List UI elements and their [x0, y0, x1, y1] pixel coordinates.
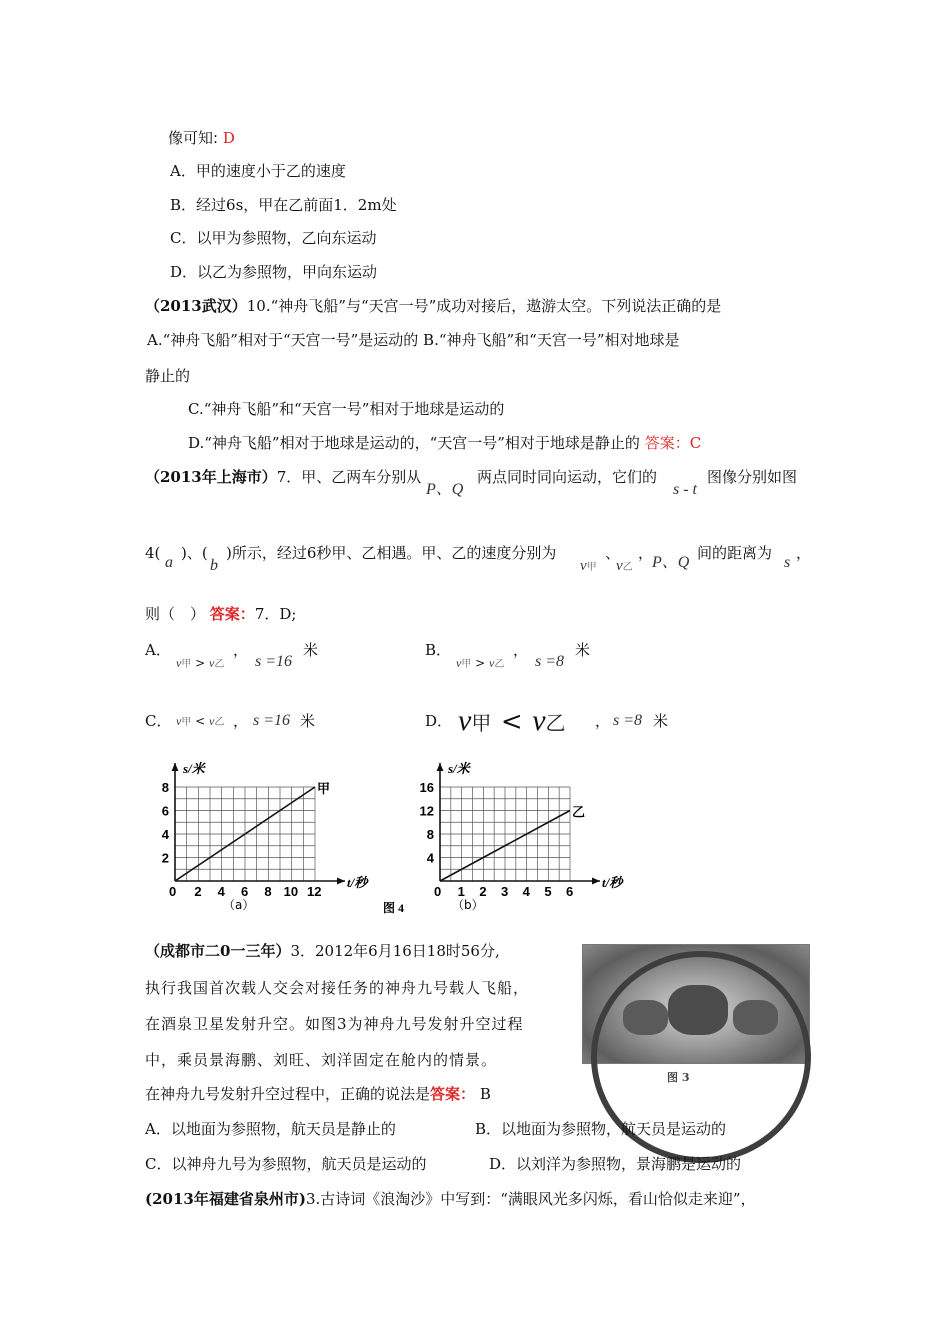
q7-opt-c-s: s =16 — [253, 712, 291, 729]
q3-text-1: 3．2012年6月16日18时56分, — [290, 942, 500, 960]
chart-title: （b） — [452, 898, 484, 912]
x-tick-label: 6 — [241, 884, 249, 899]
q7-opt-d-label: D． — [425, 712, 453, 730]
q9-stem: 像可知: — [168, 129, 219, 147]
y-axis-label: s/米 — [183, 761, 205, 776]
q10-stem-line — [145, 296, 721, 316]
q9-option-c: C．以甲为参照物，乙向东运动 — [170, 229, 377, 247]
q7-line2-a: 4( — [145, 544, 161, 562]
q10-option-b-cont: 静止的 — [145, 367, 191, 385]
q3-text-4: 中，乘员景海鹏、刘旺、刘洋固定在舱内的情景。 — [145, 1051, 498, 1069]
q7-opt-c-unit: 米 — [300, 712, 316, 730]
x-tick-label: 2 — [194, 884, 202, 899]
q7-comma2: ， — [796, 544, 812, 562]
x-axis-arrow — [592, 878, 600, 885]
x-tick-label: 12 — [307, 884, 322, 899]
q7-s: s — [784, 554, 791, 571]
q3-stem: 在神舟九号发射升空过程中，正确的说法是 — [145, 1085, 431, 1103]
q10-answer: 答案：C — [644, 434, 702, 452]
q7-opt-a-label: A． — [145, 641, 171, 659]
q7-answer: 7．D; — [254, 605, 297, 623]
y-tick-label: 8 — [161, 780, 169, 795]
q3-answer-label: 答案： — [430, 1085, 476, 1103]
q7-line2-b: )、( — [181, 544, 208, 562]
q7-stem-c: 图像分别如图 — [707, 468, 798, 486]
q10-option-d-line — [188, 433, 701, 453]
q10-options-ab: A.“神舟飞船”相对于“天宫一号”是运动的 B.“神舟飞船”和“天宫一号”相对地球是 — [147, 331, 680, 349]
q3-option-b: B．以地面为参照物，航天员是运动的 — [475, 1120, 727, 1138]
y-axis-arrow — [437, 763, 444, 771]
q7-a: a — [165, 554, 173, 571]
x-tick-label: 4 — [217, 884, 225, 899]
q7-opt-c-expr: v甲 < v乙 — [176, 714, 225, 728]
x-tick-label: 0 — [169, 884, 177, 899]
q3-option-a: A．以地面为参照物，航天员是静止的 — [145, 1120, 396, 1138]
q7-opt-a-expr: v甲 > v乙 — [176, 656, 225, 670]
x-tick-label: 2 — [479, 884, 487, 899]
q3b-line — [145, 1189, 756, 1209]
q3-stem-line — [145, 1084, 491, 1104]
q9-stem-line — [168, 128, 235, 148]
q7-ze-line — [145, 604, 296, 624]
y-tick-label: 6 — [161, 803, 169, 819]
q7-stem-b: 两点同时同向运动，它们的 — [477, 468, 658, 486]
figure-4-caption: 图 4 — [383, 901, 405, 915]
q7-opt-a-unit: 米 — [303, 641, 319, 659]
y-tick-label: 4 — [426, 850, 434, 866]
y-tick-label: 4 — [161, 827, 169, 842]
x-tick-label: 0 — [434, 884, 442, 899]
chart-title: （a） — [223, 898, 255, 912]
q10-stem: 10.“神舟飞船”与“天宫一号”成功对接后，遨游太空。下列说法正确的是 — [246, 297, 722, 315]
q7-v-yi: v乙 — [616, 558, 633, 574]
q3-source: （成都市二0一三年） — [145, 942, 291, 960]
y-axis-arrow — [172, 763, 179, 771]
q7-comma: ， — [638, 544, 654, 562]
x-tick-label: 10 — [283, 884, 299, 899]
q7-opt-b-comma: ， — [513, 641, 529, 659]
q7-opt-b-expr: v甲 > v乙 — [456, 656, 505, 670]
q7-pq2: P、Q — [652, 554, 690, 571]
x-axis-label: t/秒 — [347, 875, 368, 890]
q7-opt-d-expr: v甲 < v乙 — [458, 704, 566, 737]
astronaut-shape — [668, 985, 728, 1035]
chart-a — [162, 761, 370, 912]
q10-source: （2013武汉） — [145, 297, 247, 315]
q3-line-1 — [145, 941, 500, 961]
figure-3-photo — [582, 944, 810, 1064]
q7-st: s - t — [673, 481, 697, 498]
y-tick-label: 2 — [161, 850, 169, 866]
q7-opt-d-comma: ， — [595, 712, 611, 730]
x-axis-label: t/秒 — [602, 875, 623, 890]
figure-3-caption: 图 3 — [667, 1071, 690, 1084]
q7-line2-d: 间的距离为 — [697, 544, 773, 562]
q7-answer-label: 答案： — [209, 605, 255, 623]
q7-stem-line — [145, 467, 421, 487]
x-tick-label: 8 — [264, 884, 272, 899]
q7-line2-c: )所示，经过6秒甲、乙相遇。甲、乙的速度分别为 — [226, 544, 557, 562]
q7-opt-c-label: C． — [145, 712, 172, 730]
x-axis-arrow — [337, 878, 345, 885]
q9-option-d: D．以乙为参照物，甲向东运动 — [170, 263, 378, 281]
q3-text-3: 在酒泉卫星发射升空。如图3为神舟九号发射升空过程 — [145, 1015, 524, 1033]
q9-option-b: B．经过6s，甲在乙前面1．2m处 — [170, 196, 397, 214]
q7-opt-d-unit: 米 — [653, 712, 669, 730]
q3b-stem: 3.古诗词《浪淘沙》中写到：“满眼风光多闪烁，看山恰似走来迎”， — [305, 1190, 756, 1208]
astronaut-shape — [623, 1000, 668, 1035]
q7-opt-a-s: s =16 — [255, 653, 293, 670]
y-tick-label: 12 — [419, 803, 434, 819]
q7-opt-c-comma: ， — [233, 712, 249, 730]
series-label: 甲 — [317, 782, 331, 797]
q7-pq: P、Q — [426, 481, 464, 498]
q9-option-a: A．甲的速度小于乙的速度 — [170, 162, 346, 180]
astronaut-shape — [733, 1000, 778, 1035]
x-tick-label: 4 — [522, 884, 530, 899]
q7-opt-d-s: s =8 — [613, 712, 643, 729]
q3b-source: (2013年福建省泉州市) — [145, 1190, 306, 1208]
q7-stem-a: 7．甲、乙两车分别从 — [276, 468, 422, 486]
x-tick-label: 5 — [544, 884, 552, 899]
q7-opt-b-s: s =8 — [535, 653, 565, 670]
y-tick-label: 16 — [419, 780, 434, 795]
y-tick-label: 8 — [426, 827, 434, 842]
x-tick-label: 1 — [457, 884, 465, 899]
x-tick-label: 3 — [501, 884, 509, 899]
q7-ze: 则（ ） — [145, 605, 206, 623]
q7-v-jia: v甲 — [580, 558, 597, 574]
q3-answer: B — [479, 1085, 491, 1103]
chart-b — [420, 761, 626, 912]
q7-dun: 、 — [605, 544, 621, 562]
q7-source: （2013年上海市） — [145, 468, 277, 486]
q3-text-2: 执行我国首次载人交会对接任务的神舟九号载人飞船， — [145, 979, 530, 997]
figure-4 — [140, 745, 623, 915]
q7-opt-b-unit: 米 — [575, 641, 591, 659]
q3-option-c: C．以神舟九号为参照物，航天员是运动的 — [145, 1155, 427, 1173]
q7-opt-a-comma: ， — [233, 641, 249, 659]
y-axis-label: s/米 — [448, 761, 470, 776]
q7-opt-b-label: B． — [425, 641, 452, 659]
q9-answer: D — [222, 129, 235, 147]
series-label: 乙 — [572, 805, 586, 821]
q10-option-d: D.“神舟飞船”相对于地球是运动的，“天宫一号”相对于地球是静止的 — [188, 434, 640, 452]
q7-b: b — [210, 557, 218, 574]
q10-option-c: C.“神舟飞船”和“天宫一号”相对于地球是运动的 — [188, 400, 505, 418]
q3-option-d: D．以刘洋为参照物，景海鹏是运动的 — [489, 1155, 742, 1173]
x-tick-label: 6 — [566, 884, 574, 899]
